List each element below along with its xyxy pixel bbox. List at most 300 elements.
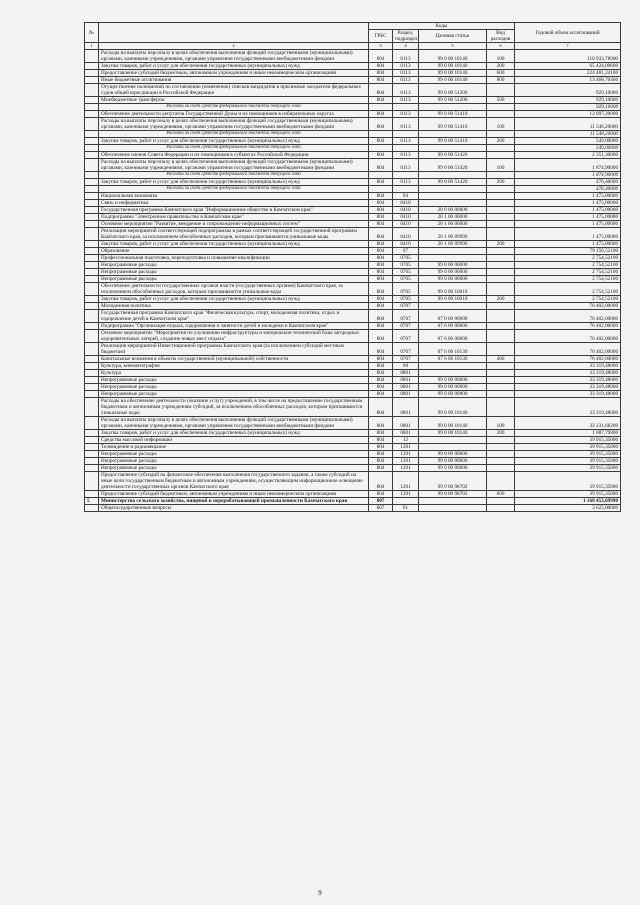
row-grbs: 804 bbox=[369, 472, 393, 491]
row-expense-kind bbox=[487, 145, 515, 152]
row-section: 07 bbox=[393, 248, 419, 255]
row-num bbox=[85, 172, 99, 179]
row-target-item bbox=[419, 505, 487, 512]
row-num bbox=[85, 50, 99, 63]
row-num bbox=[85, 283, 99, 296]
table-row bbox=[85, 118, 621, 131]
row-num bbox=[85, 330, 99, 343]
row-num bbox=[85, 398, 99, 417]
row-name: Подпрограмма "Организация отдыха, оздоровления и занятости детей и молодежи в Камчатском крае" bbox=[99, 323, 369, 330]
row-num bbox=[85, 491, 99, 498]
row-grbs: 804 bbox=[369, 97, 393, 104]
row-grbs: 804 bbox=[369, 50, 393, 63]
row-grbs: 804 bbox=[369, 458, 393, 465]
row-section: 0113 bbox=[393, 179, 419, 186]
row-expense-kind: 200 bbox=[487, 296, 515, 303]
header-grbs: ГРБС bbox=[369, 30, 393, 43]
row-section: 0801 bbox=[393, 417, 419, 430]
row-section: 0113 bbox=[393, 159, 419, 172]
row-num bbox=[85, 131, 99, 138]
row-name: Закупка товаров, работ и услуг для обеспечения государственных (муниципальных) нужд bbox=[99, 138, 369, 145]
row-num bbox=[85, 207, 99, 214]
table-body bbox=[85, 50, 621, 512]
row-target-item: 99 0 00 51420 bbox=[419, 152, 487, 159]
table-row bbox=[85, 138, 621, 145]
row-num bbox=[85, 97, 99, 104]
row-num: 5 bbox=[85, 498, 99, 505]
row-amount: 2 754,52100 bbox=[515, 276, 621, 283]
row-grbs: 804 bbox=[369, 296, 393, 303]
row-grbs: 804 bbox=[369, 303, 393, 310]
row-amount: 11 548,20000 bbox=[515, 118, 621, 131]
row-name: Расходы за счет средств федерального бюджета текущего года bbox=[99, 131, 369, 138]
row-target-item: 99 0 00 98702 bbox=[419, 472, 487, 491]
row-section: 0113 bbox=[393, 63, 419, 70]
row-amount: 76 402,00000 bbox=[515, 310, 621, 323]
row-name: Расходы за счет средств федерального бюджета текущего года bbox=[99, 145, 369, 152]
table-row bbox=[85, 343, 621, 356]
row-expense-kind bbox=[487, 472, 515, 491]
row-amount: 39 915,35000 bbox=[515, 437, 621, 444]
row-section: 0707 bbox=[393, 356, 419, 363]
row-grbs: 804 bbox=[369, 255, 393, 262]
index-cell: 5 bbox=[419, 43, 487, 50]
table-row bbox=[85, 472, 621, 491]
table-row bbox=[85, 200, 621, 207]
row-name: Обеспечение деятельности депутатов Государственной Думы и их помощников в избирательных округах bbox=[99, 111, 369, 118]
row-section: 0801 bbox=[393, 391, 419, 398]
row-num bbox=[85, 437, 99, 444]
row-num bbox=[85, 255, 99, 262]
row-amount: 39 915,35000 bbox=[515, 491, 621, 498]
row-amount: 1 475,00000 bbox=[515, 214, 621, 221]
row-name: Непрограммные расходы bbox=[99, 377, 369, 384]
row-target-item bbox=[419, 248, 487, 255]
row-name: Непрограммные расходы bbox=[99, 262, 369, 269]
row-target-item: 99 0 00 00000 bbox=[419, 465, 487, 472]
row-amount: 39 915,35000 bbox=[515, 444, 621, 451]
row-num bbox=[85, 451, 99, 458]
row-num bbox=[85, 370, 99, 377]
row-expense-kind bbox=[487, 104, 515, 111]
row-section: 0707 bbox=[393, 310, 419, 323]
table-row bbox=[85, 437, 621, 444]
row-num bbox=[85, 145, 99, 152]
row-num bbox=[85, 303, 99, 310]
row-amount: 929,10000 bbox=[515, 84, 621, 97]
budget-sheet bbox=[84, 22, 620, 512]
row-target-item: 07 0 00 00000 bbox=[419, 310, 487, 323]
row-section: 1201 bbox=[393, 491, 419, 498]
row-section: 0705 bbox=[393, 255, 419, 262]
row-target-item bbox=[419, 104, 487, 111]
row-name: Культура bbox=[99, 370, 369, 377]
row-expense-kind bbox=[487, 283, 515, 296]
table-row bbox=[85, 207, 621, 214]
row-grbs bbox=[369, 172, 393, 179]
table-row bbox=[85, 417, 621, 430]
row-expense-kind: 200 bbox=[487, 179, 515, 186]
row-num bbox=[85, 241, 99, 248]
row-target-item: 20 1 06 09990 bbox=[419, 228, 487, 241]
row-target-item bbox=[419, 303, 487, 310]
row-amount: 3 625,00000 bbox=[515, 505, 621, 512]
row-grbs: 804 bbox=[369, 417, 393, 430]
row-grbs: 804 bbox=[369, 343, 393, 356]
row-expense-kind bbox=[487, 323, 515, 330]
row-section bbox=[393, 172, 419, 179]
row-target-item: 07 6 06 00000 bbox=[419, 330, 487, 343]
row-target-item: 99 0 00 51420 bbox=[419, 179, 487, 186]
row-target-item: 99 0 00 10140 bbox=[419, 63, 487, 70]
row-expense-kind bbox=[487, 152, 515, 159]
row-amount: 549,00000 bbox=[515, 138, 621, 145]
row-grbs: 804 bbox=[369, 159, 393, 172]
row-num bbox=[85, 458, 99, 465]
row-num bbox=[85, 70, 99, 77]
row-expense-kind: 500 bbox=[487, 97, 515, 104]
table-row bbox=[85, 63, 621, 70]
row-name: Предоставление субсидий на финансовое обеспечение выполнения государственного задания, а также субсидий на иные цели государственным бюджетным и автономным учреждениям, осуществляющим информационное освещение деятельности государственных органов Камчатского края bbox=[99, 472, 369, 491]
row-expense-kind bbox=[487, 498, 515, 505]
row-amount: 33 319,48000 bbox=[515, 398, 621, 417]
row-grbs: 804 bbox=[369, 283, 393, 296]
row-name: Непрограммные расходы bbox=[99, 465, 369, 472]
index-cell: 2 bbox=[99, 43, 369, 50]
row-name: Общегосударственные вопросы bbox=[99, 505, 369, 512]
row-grbs: 804 bbox=[369, 63, 393, 70]
row-amount: 1 475,00000 bbox=[515, 200, 621, 207]
row-grbs: 807 bbox=[369, 505, 393, 512]
row-amount: 33 319,48000 bbox=[515, 384, 621, 391]
row-target-item: 99 0 00 10140 bbox=[419, 417, 487, 430]
row-section: 1201 bbox=[393, 451, 419, 458]
table-row bbox=[85, 310, 621, 323]
table-row bbox=[85, 303, 621, 310]
row-expense-kind bbox=[487, 303, 515, 310]
row-grbs: 804 bbox=[369, 363, 393, 370]
table-row bbox=[85, 269, 621, 276]
row-num bbox=[85, 104, 99, 111]
table-row bbox=[85, 255, 621, 262]
row-name: Непрограммные расходы bbox=[99, 269, 369, 276]
row-name: Реализация мероприятий соответствующей подпрограммы в рамках соответствующей государственной программы Камчатского края, за исключением обособленных расходов, которым присваиваются уникальные коды bbox=[99, 228, 369, 241]
row-name: Обеспечение деятельности государственных органов власти (государственных органов) Камчатского края, за исключением обособленных расходов, которым присваиваются уникальные коды bbox=[99, 283, 369, 296]
row-amount: 1 475,00000 bbox=[515, 207, 621, 214]
row-num bbox=[85, 214, 99, 221]
row-expense-kind bbox=[487, 221, 515, 228]
table-row bbox=[85, 330, 621, 343]
header-section: Раздел, подраздел bbox=[393, 30, 419, 43]
row-amount: 1 874,90000 bbox=[515, 172, 621, 179]
row-section: 0113 bbox=[393, 84, 419, 97]
table-row bbox=[85, 152, 621, 159]
row-expense-kind bbox=[487, 458, 515, 465]
row-name: Государственная программа Камчатского края "Физическая культура, спорт, молодежная политика, отдых и оздоровление детей в Камчатском крае" bbox=[99, 310, 369, 323]
row-grbs: 804 bbox=[369, 276, 393, 283]
row-section: 0705 bbox=[393, 296, 419, 303]
row-amount: 110 933,78000 bbox=[515, 50, 621, 63]
row-grbs: 804 bbox=[369, 248, 393, 255]
row-amount: 39 915,35000 bbox=[515, 458, 621, 465]
row-name: Телевидение и радиовещание bbox=[99, 444, 369, 451]
row-expense-kind: 100 bbox=[487, 50, 515, 63]
row-num bbox=[85, 310, 99, 323]
row-target-item bbox=[419, 131, 487, 138]
row-expense-kind: 200 bbox=[487, 138, 515, 145]
row-num bbox=[85, 186, 99, 193]
note-row bbox=[85, 104, 621, 111]
row-expense-kind bbox=[487, 255, 515, 262]
row-grbs bbox=[369, 104, 393, 111]
row-num bbox=[85, 262, 99, 269]
row-target-item: 07 6 06 10130 bbox=[419, 343, 487, 356]
row-grbs: 804 bbox=[369, 391, 393, 398]
table-row bbox=[85, 363, 621, 370]
row-name: Культура, кинематография bbox=[99, 363, 369, 370]
row-target-item: 99 0 00 00000 bbox=[419, 384, 487, 391]
row-num bbox=[85, 248, 99, 255]
row-amount: 76 402,00000 bbox=[515, 330, 621, 343]
row-name: Расходы за счет средств федерального бюджета текущего года bbox=[99, 186, 369, 193]
row-section: 0801 bbox=[393, 384, 419, 391]
row-target-item: 99 0 00 10140 bbox=[419, 77, 487, 84]
row-num bbox=[85, 200, 99, 207]
row-num bbox=[85, 63, 99, 70]
row-target-item: 99 0 00 51200 bbox=[419, 97, 487, 104]
table-row bbox=[85, 498, 621, 505]
row-expense-kind bbox=[487, 384, 515, 391]
row-section: 0707 bbox=[393, 330, 419, 343]
row-section: 0410 bbox=[393, 221, 419, 228]
row-target-item: 99 0 00 51410 bbox=[419, 118, 487, 131]
row-amount: 39 915,35000 bbox=[515, 465, 621, 472]
row-name: Основное мероприятие "Развитие, внедрение и сопровождение информационных систем" bbox=[99, 221, 369, 228]
row-expense-kind bbox=[487, 343, 515, 356]
table-row bbox=[85, 241, 621, 248]
row-section: 0113 bbox=[393, 97, 419, 104]
row-expense-kind: 100 bbox=[487, 118, 515, 131]
header-target-item: Целевая статья bbox=[419, 30, 487, 43]
row-target-item: 99 0 00 51200 bbox=[419, 84, 487, 97]
row-name: Непрограммные расходы bbox=[99, 276, 369, 283]
row-target-item: 99 0 00 10140 bbox=[419, 50, 487, 63]
row-target-item: 99 0 00 10010 bbox=[419, 283, 487, 296]
row-section: 0705 bbox=[393, 262, 419, 269]
row-target-item: 07 6 00 00000 bbox=[419, 323, 487, 330]
row-amount: 76 402,00000 bbox=[515, 343, 621, 356]
table-row bbox=[85, 228, 621, 241]
row-expense-kind bbox=[487, 363, 515, 370]
row-amount: 39 915,35000 bbox=[515, 451, 621, 458]
row-target-item: 20 1 00 00000 bbox=[419, 214, 487, 221]
row-target-item: 99 0 00 00000 bbox=[419, 391, 487, 398]
row-name: Закупка товаров, работ и услуг для обеспечения государственных (муниципальных) нужд bbox=[99, 430, 369, 437]
row-section: 1201 bbox=[393, 465, 419, 472]
table-row bbox=[85, 193, 621, 200]
row-expense-kind bbox=[487, 437, 515, 444]
table-row bbox=[85, 451, 621, 458]
row-amount: 79 156,52100 bbox=[515, 248, 621, 255]
row-section: 0410 bbox=[393, 207, 419, 214]
row-expense-kind bbox=[487, 330, 515, 343]
row-amount: 2 351,30000 bbox=[515, 152, 621, 159]
row-name: Государственная программа Камчатского края "Информационное общество в Камчатском крае" bbox=[99, 207, 369, 214]
row-target-item: 20 1 06 09990 bbox=[419, 241, 487, 248]
row-num bbox=[85, 269, 99, 276]
row-section: 08 bbox=[393, 363, 419, 370]
table-row bbox=[85, 430, 621, 437]
note-row bbox=[85, 131, 621, 138]
row-name: Расходы на выплаты персоналу в целях обеспечения выполнения функций государственными (муниципальными) органами, казенными учреждениями, органами управления государственными внебюджетными фондами bbox=[99, 159, 369, 172]
row-name: Молодежная политика bbox=[99, 303, 369, 310]
row-section: 0113 bbox=[393, 138, 419, 145]
row-grbs: 804 bbox=[369, 323, 393, 330]
row-grbs: 804 bbox=[369, 437, 393, 444]
table-row bbox=[85, 214, 621, 221]
row-num bbox=[85, 118, 99, 131]
row-amount: 1 087,79800 bbox=[515, 430, 621, 437]
row-name: Расходы на выплаты персоналу в целях обеспечения выполнения функций государственными (муниципальными) органами, казенными учреждениями, органами управления государственными внебюджетными фондами bbox=[99, 50, 369, 63]
row-amount: 76 402,00000 bbox=[515, 323, 621, 330]
row-section: 0707 bbox=[393, 303, 419, 310]
row-expense-kind bbox=[487, 200, 515, 207]
row-expense-kind bbox=[487, 214, 515, 221]
row-amount: 33 319,48000 bbox=[515, 370, 621, 377]
row-amount: 2 754,52100 bbox=[515, 296, 621, 303]
row-amount: 549,00000 bbox=[515, 145, 621, 152]
row-name: Министерство сельского хозяйства, пищевой и перерабатывающей промышленности Камчатского края bbox=[99, 498, 369, 505]
row-grbs: 804 bbox=[369, 384, 393, 391]
row-expense-kind bbox=[487, 391, 515, 398]
row-amount: 476,40000 bbox=[515, 186, 621, 193]
row-num bbox=[85, 417, 99, 430]
row-target-item: 99 0 00 00000 bbox=[419, 276, 487, 283]
row-name: Закупка товаров, работ и услуг для обеспечения государственных (муниципальных) нужд bbox=[99, 296, 369, 303]
row-expense-kind bbox=[487, 377, 515, 384]
row-num bbox=[85, 221, 99, 228]
header-name bbox=[99, 23, 369, 43]
row-expense-kind bbox=[487, 207, 515, 214]
row-section: 0113 bbox=[393, 77, 419, 84]
row-target-item bbox=[419, 498, 487, 505]
row-name: Подпрограмма "Электронное правительство в Камчатском крае" bbox=[99, 214, 369, 221]
row-expense-kind: 200 bbox=[487, 241, 515, 248]
row-section bbox=[393, 104, 419, 111]
table-row bbox=[85, 398, 621, 417]
row-section bbox=[393, 131, 419, 138]
note-row bbox=[85, 145, 621, 152]
row-section: 0705 bbox=[393, 276, 419, 283]
row-section: 0705 bbox=[393, 269, 419, 276]
row-amount: 33 319,48000 bbox=[515, 391, 621, 398]
row-num bbox=[85, 472, 99, 491]
table-row bbox=[85, 179, 621, 186]
row-section: 0801 bbox=[393, 370, 419, 377]
row-name: Расходы на выплаты персоналу в целях обеспечения выполнения функций государственными (муниципальными) органами, казенными учреждениями, органами управления государственными внебюджетными фондами bbox=[99, 417, 369, 430]
row-expense-kind: 600 bbox=[487, 491, 515, 498]
row-grbs: 804 bbox=[369, 77, 393, 84]
table-row bbox=[85, 384, 621, 391]
row-grbs: 804 bbox=[369, 207, 393, 214]
row-target-item: 99 0 00 10140 bbox=[419, 70, 487, 77]
row-name: Закупка товаров, работ и услуг для обеспечения государственных (муниципальных) нужд bbox=[99, 241, 369, 248]
row-expense-kind: 200 bbox=[487, 63, 515, 70]
row-section bbox=[393, 186, 419, 193]
row-grbs: 807 bbox=[369, 498, 393, 505]
row-name: Основное мероприятие "Мероприятия по улучшению инфраструктуры и материально-технической базы загородных оздоровительных лагерей, создание новых мест отдыха" bbox=[99, 330, 369, 343]
row-grbs: 804 bbox=[369, 241, 393, 248]
row-grbs: 804 bbox=[369, 451, 393, 458]
row-num bbox=[85, 356, 99, 363]
row-name: Обеспечение членов Совета Федерации и их помощников в субъектах Российской Федерации bbox=[99, 152, 369, 159]
row-expense-kind: 100 bbox=[487, 159, 515, 172]
row-grbs: 804 bbox=[369, 370, 393, 377]
row-num bbox=[85, 377, 99, 384]
row-section: 0410 bbox=[393, 241, 419, 248]
row-amount: 1 475,00000 bbox=[515, 241, 621, 248]
row-grbs: 804 bbox=[369, 269, 393, 276]
row-expense-kind bbox=[487, 370, 515, 377]
row-amount: 65 424,09600 bbox=[515, 63, 621, 70]
table-row bbox=[85, 356, 621, 363]
table-row bbox=[85, 248, 621, 255]
row-grbs: 804 bbox=[369, 152, 393, 159]
header-expense-kind: Вид расходов bbox=[487, 30, 515, 43]
row-section: 04 bbox=[393, 193, 419, 200]
row-grbs: 804 bbox=[369, 444, 393, 451]
row-section: 0113 bbox=[393, 70, 419, 77]
row-grbs: 804 bbox=[369, 118, 393, 131]
row-target-item: 99 0 00 98702 bbox=[419, 491, 487, 498]
row-target-item: 99 0 00 51410 bbox=[419, 111, 487, 118]
header-num: № bbox=[85, 23, 99, 43]
row-grbs: 804 bbox=[369, 228, 393, 241]
row-num bbox=[85, 323, 99, 330]
row-section: 12 bbox=[393, 437, 419, 444]
index-cell: 1 bbox=[85, 43, 99, 50]
row-grbs: 804 bbox=[369, 330, 393, 343]
table-row bbox=[85, 77, 621, 84]
row-target-item bbox=[419, 200, 487, 207]
row-num bbox=[85, 276, 99, 283]
row-amount: 2 754,52100 bbox=[515, 269, 621, 276]
row-grbs: 804 bbox=[369, 179, 393, 186]
row-target-item bbox=[419, 193, 487, 200]
row-name: Расходы за счет средств федерального бюджета текущего года bbox=[99, 104, 369, 111]
table-row bbox=[85, 84, 621, 97]
table-index-row bbox=[85, 43, 621, 50]
row-grbs: 804 bbox=[369, 310, 393, 323]
table-row bbox=[85, 50, 621, 63]
row-grbs: 804 bbox=[369, 200, 393, 207]
index-cell: 6 bbox=[487, 43, 515, 50]
row-grbs bbox=[369, 131, 393, 138]
row-name: Межбюджетные трансферты bbox=[99, 97, 369, 104]
row-section: 0801 bbox=[393, 377, 419, 384]
row-num bbox=[85, 505, 99, 512]
row-section: 0707 bbox=[393, 343, 419, 356]
row-expense-kind bbox=[487, 451, 515, 458]
row-name: Национальная экономика bbox=[99, 193, 369, 200]
row-amount: 2 754,52100 bbox=[515, 255, 621, 262]
row-num bbox=[85, 152, 99, 159]
index-cell: 7 bbox=[515, 43, 621, 50]
table-row bbox=[85, 391, 621, 398]
row-target-item: 99 0 00 00000 bbox=[419, 458, 487, 465]
row-grbs: 804 bbox=[369, 398, 393, 417]
row-section: 0707 bbox=[393, 323, 419, 330]
